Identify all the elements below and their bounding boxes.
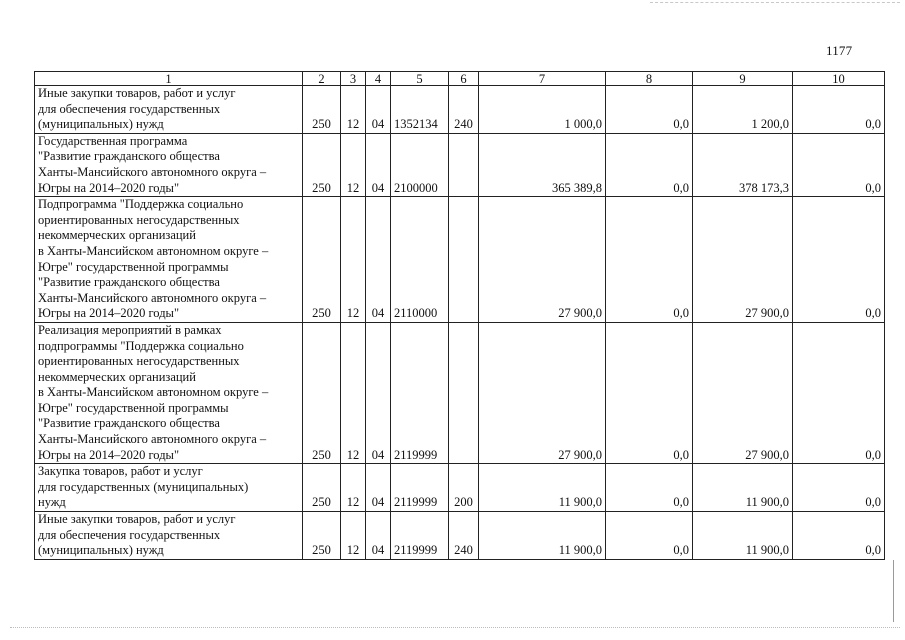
cell-amount-7: 365 389,8 [479,133,606,196]
cell-code-2: 250 [303,322,341,463]
header-col-8: 8 [606,72,693,86]
cell-code-4: 04 [366,133,391,196]
cell-code-4: 04 [366,322,391,463]
cell-code-5: 2119999 [391,322,449,463]
cell-code-5: 2100000 [391,133,449,196]
scan-edge-right [893,560,894,622]
cell-amount-7: 11 900,0 [479,464,606,512]
cell-amount-8: 0,0 [606,197,693,323]
cell-amount-9: 11 900,0 [693,512,793,560]
cell-code-6: 200 [449,464,479,512]
cell-code-2: 250 [303,464,341,512]
cell-amount-8: 0,0 [606,133,693,196]
budget-table [34,71,885,560]
header-col-1: 1 [35,72,303,86]
cell-amount-9: 1 200,0 [693,86,793,134]
cell-code-2: 250 [303,512,341,560]
cell-code-3: 12 [341,86,366,134]
cell-code-3: 12 [341,512,366,560]
row-name: Подпрограмма "Поддержка социально ориентированных негосударственных некоммерческих организаций в Ханты-Мансийском автономном округе – Югре" государственной программы "Развитие гражданского общества Ханты-Мансийского автономного округа – Югры на 2014–2020 годы" [35,197,303,323]
cell-amount-10: 0,0 [793,464,885,512]
header-col-7: 7 [479,72,606,86]
table-row [35,133,885,196]
cell-amount-7: 1 000,0 [479,86,606,134]
cell-amount-9: 378 173,3 [693,133,793,196]
cell-amount-7: 11 900,0 [479,512,606,560]
table-row [35,512,885,560]
scan-edge-top [650,2,900,3]
cell-code-6: 240 [449,512,479,560]
cell-amount-10: 0,0 [793,322,885,463]
row-name: Государственная программа "Развитие гражданского общества Ханты-Мансийского автономного округа – Югры на 2014–2020 годы" [35,133,303,196]
cell-amount-10: 0,0 [793,86,885,134]
table-row [35,86,885,134]
cell-code-3: 12 [341,197,366,323]
cell-code-3: 12 [341,133,366,196]
cell-code-4: 04 [366,512,391,560]
cell-code-3: 12 [341,464,366,512]
cell-code-6 [449,322,479,463]
cell-amount-8: 0,0 [606,464,693,512]
header-row [35,72,885,86]
cell-code-6 [449,197,479,323]
header-col-10: 10 [793,72,885,86]
cell-code-6 [449,133,479,196]
table-row [35,464,885,512]
cell-code-6: 240 [449,86,479,134]
header-col-4: 4 [366,72,391,86]
cell-code-5: 2119999 [391,512,449,560]
cell-amount-9: 11 900,0 [693,464,793,512]
cell-amount-8: 0,0 [606,86,693,134]
cell-code-2: 250 [303,197,341,323]
cell-code-4: 04 [366,86,391,134]
scan-edge-bottom [10,627,900,628]
page-number: 1177 [826,43,853,58]
header-col-6: 6 [449,72,479,86]
cell-code-5: 2119999 [391,464,449,512]
table-row [35,197,885,323]
cell-code-5: 2110000 [391,197,449,323]
cell-code-2: 250 [303,133,341,196]
cell-code-5: 1352134 [391,86,449,134]
cell-amount-9: 27 900,0 [693,322,793,463]
row-name: Закупка товаров, работ и услуг для государственных (муниципальных) нужд [35,464,303,512]
cell-amount-9: 27 900,0 [693,197,793,323]
cell-amount-7: 27 900,0 [479,322,606,463]
row-name: Иные закупки товаров, работ и услуг для обеспечения государственных (муниципальных) нужд [35,86,303,134]
row-name: Иные закупки товаров, работ и услуг для обеспечения государственных (муниципальных) нужд [35,512,303,560]
cell-amount-8: 0,0 [606,322,693,463]
cell-amount-7: 27 900,0 [479,197,606,323]
header-col-9: 9 [693,72,793,86]
cell-amount-10: 0,0 [793,512,885,560]
cell-amount-10: 0,0 [793,133,885,196]
header-col-3: 3 [341,72,366,86]
cell-amount-8: 0,0 [606,512,693,560]
row-name: Реализация мероприятий в рамках подпрограммы "Поддержка социально ориентированных негосударственных некоммерческих организаций в Ханты-Мансийском автономном округе – Югре" государственной программы "Развитие гражданского общества Ханты-Мансийского автономного округа – Югры на 2014–2020 годы" [35,322,303,463]
header-col-5: 5 [391,72,449,86]
cell-code-4: 04 [366,464,391,512]
table-row [35,322,885,463]
cell-amount-10: 0,0 [793,197,885,323]
cell-code-2: 250 [303,86,341,134]
cell-code-4: 04 [366,197,391,323]
cell-code-3: 12 [341,322,366,463]
header-col-2: 2 [303,72,341,86]
